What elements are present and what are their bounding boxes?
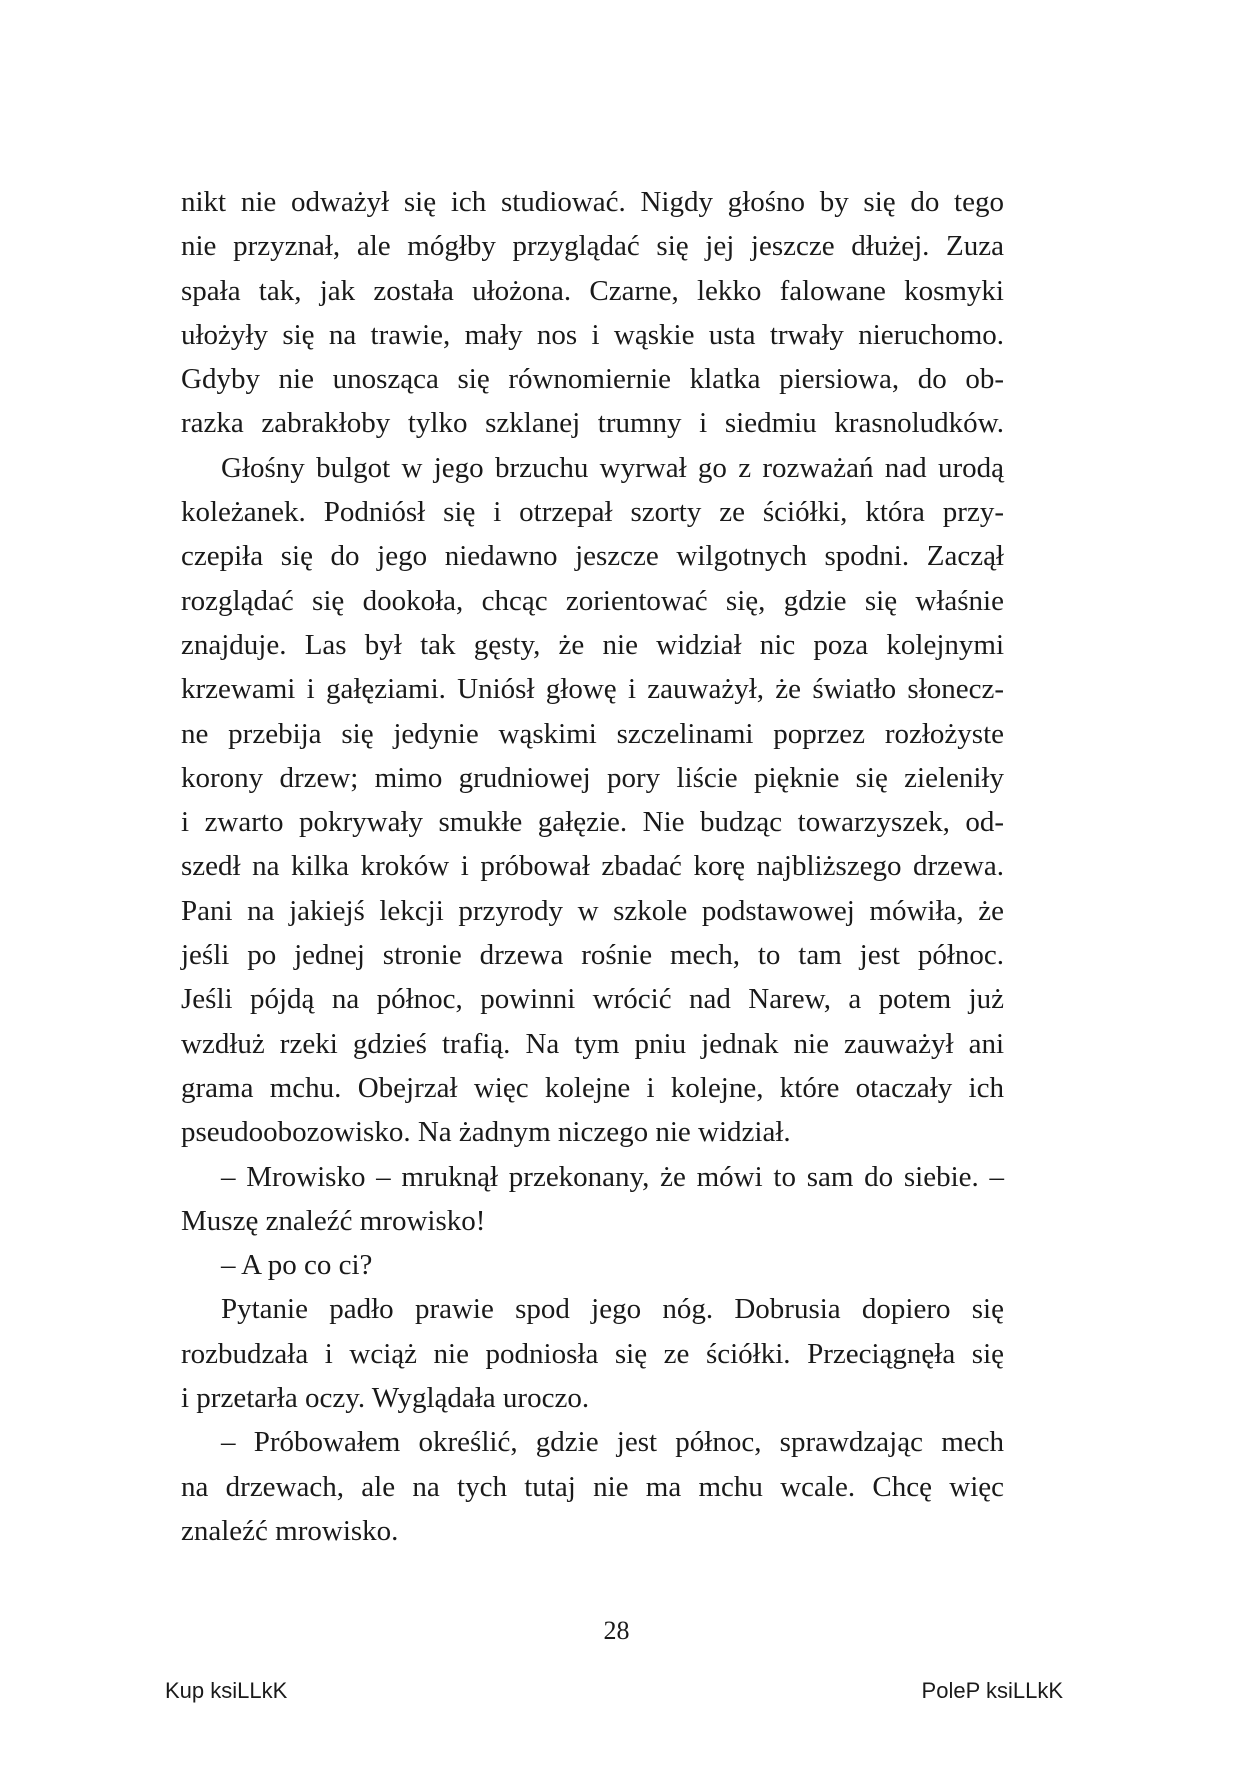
body-text bbox=[181, 180, 1004, 1553]
text-line: Jeśli pójdą na północ, powinni wrócić nad Narew, a potem już bbox=[181, 983, 1004, 1016]
text-line: koleżanek. Podniósł się i otrzepał szorty ze ściółki, która przy- bbox=[181, 496, 1004, 529]
text-line: na drzewach, ale na tych tutaj nie ma mchu wcale. Chcę więc bbox=[181, 1470, 1004, 1503]
text-line: jeśli po jednej stronie drzewa rośnie mech, to tam jest północ. bbox=[181, 939, 1004, 972]
text-line: spała tak, jak została ułożona. Czarne, lekko falowane kosmyki bbox=[181, 274, 1004, 307]
buy-book-link[interactable]: Kup ksiLLkK bbox=[165, 1678, 288, 1703]
text-line: i zwarto pokrywały smukłe gałęzie. Nie budząc towarzyszek, od- bbox=[181, 806, 1004, 839]
text-line: razka zabrakłoby tylko szklanej trumny i siedmiu krasnoludków. bbox=[181, 407, 1004, 440]
text-line: – A po co ci? bbox=[221, 1249, 373, 1282]
text-line: ne przebija się jedynie wąskimi szczelinami poprzez rozłożyste bbox=[181, 717, 1004, 750]
recommend-book-link[interactable]: PoleP ksiLLkK bbox=[921, 1678, 1063, 1703]
text-line: Muszę znaleźć mrowisko! bbox=[181, 1204, 486, 1237]
text-line: grama mchu. Obejrzał więc kolejne i kolejne, które otaczały ich bbox=[181, 1071, 1004, 1104]
text-line: – Próbowałem określić, gdzie jest północ, sprawdzając mech bbox=[221, 1426, 1004, 1459]
text-line: wzdłuż rzeki gdzieś trafią. Na tym pniu jednak nie zauważył ani bbox=[181, 1027, 1004, 1060]
text-line: rozglądać się dookoła, chcąc zorientować się, gdzie się właśnie bbox=[181, 584, 1004, 617]
text-line: krzewami i gałęziami. Uniósł głowę i zauważył, że światło słonecz- bbox=[181, 673, 1004, 706]
page-number: 28 bbox=[603, 1616, 630, 1645]
text-line: – Mrowisko – mruknął przekonany, że mówi to sam do siebie. – bbox=[221, 1160, 1004, 1193]
text-line: Głośny bulgot w jego brzuchu wyrwał go z rozważań nad urodą bbox=[221, 451, 1004, 484]
text-line: rozbudzała i wciąż nie podniosła się ze ściółki. Przeciągnęła się bbox=[181, 1337, 1004, 1370]
text-line: korony drzew; mimo grudniowej pory liście pięknie się zieleniły bbox=[181, 761, 1004, 794]
text-line: czepiła się do jego niedawno jeszcze wilgotnych spodni. Zaczął bbox=[181, 540, 1004, 573]
text-line: ułożyły się na trawie, mały nos i wąskie usta trwały nieruchomo. bbox=[181, 318, 1004, 351]
text-line: znajduje. Las był tak gęsty, że nie widział nic poza kolejnymi bbox=[181, 628, 1004, 661]
text-line: Pani na jakiejś lekcji przyrody w szkole podstawowej mówiła, że bbox=[181, 894, 1004, 927]
text-line: pseudoobozowisko. Na żadnym niczego nie widział. bbox=[181, 1116, 791, 1149]
text-line: i przetarła oczy. Wyglądała uroczo. bbox=[181, 1382, 590, 1415]
text-line: szedł na kilka kroków i próbował zbadać korę najbliższego drzewa. bbox=[181, 850, 1004, 883]
text-line: nikt nie odważył się ich studiować. Nigdy głośno by się do tego bbox=[181, 186, 1004, 218]
text-line: Pytanie padło prawie spod jego nóg. Dobrusia dopiero się bbox=[221, 1293, 1004, 1326]
text-line: Gdyby nie unosząca się równomiernie klatka piersiowa, do ob- bbox=[181, 363, 1004, 396]
text-line: nie przyznał, ale mógłby przyglądać się jej jeszcze dłużej. Zuza bbox=[181, 230, 1004, 263]
text-line: znaleźć mrowisko. bbox=[181, 1514, 399, 1547]
